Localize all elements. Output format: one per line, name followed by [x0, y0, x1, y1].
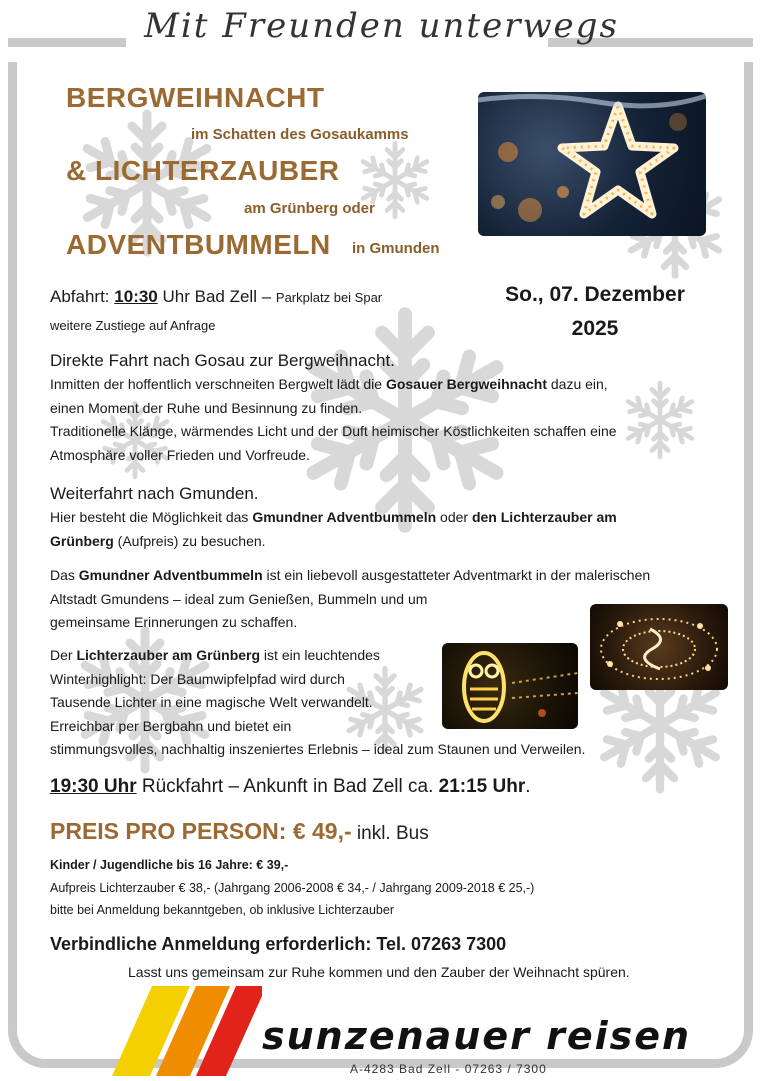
subtitle-gosaukamm: im Schatten des Gosaukamms [191, 126, 409, 143]
price-surcharge: Aufpreis Lichterzauber € 38,- (Jahrgang 2006-2008 € 34,- / Jahrgang 2009-2018 € 25,-) [50, 881, 535, 895]
section2-heading: Weiterfahrt nach Gmunden. [50, 484, 259, 503]
logo-address: A-4283 Bad Zell - 07263 / 7300 [350, 1062, 547, 1076]
subtitle-gruenberg: am Grünberg oder [244, 200, 375, 217]
departure-line: Abfahrt: 10:30 Uhr Bad Zell – Parkplatz bei Spar [50, 287, 383, 306]
price-note: bitte bei Anmeldung bekanntgeben, ob inklusive Lichterzauber [50, 903, 394, 917]
price-line: PREIS PRO PERSON: € 49,- inkl. Bus [50, 818, 429, 844]
section4-body: Der Lichterzauber am Grünberg ist ein leuchtendes Winterhighlight: Der Baumwipfelpfad wird durch Tausende Lichter in eine magische Welt verwandelt. Erreichbar per Bergbahn und bietet ein stimmungsvolles, nachhaltig inszeniertes Erlebnis – ideal zum Staunen und Verweilen. [50, 647, 586, 757]
section2-body: Hier besteht die Möglichkeit das Gmundner Adventbummeln oder den Lichterzauber am Grünberg (Aufpreis) zu besuchen. [50, 509, 617, 549]
registration-line: Verbindliche Anmeldung erforderlich: Tel. 07263 7300 [50, 934, 507, 954]
logo-wordmark: sunzenauer reisen [262, 1014, 692, 1058]
section1-body: Inmitten der hoffentlich verschneiten Bergwelt lädt die Gosauer Bergweihnacht dazu ein, einen Moment der Ruhe und Besinnung zu finden. Traditionelle Klänge, wärmendes Licht und der Duft heimischer Köstlichkeiten schaffen eine Atmosphäre voller Frieden und Vorfreude. [50, 376, 617, 463]
price-kids: Kinder / Jugendliche bis 16 Jahre: € 39,- [50, 858, 289, 872]
section3-body: Das Gmundner Adventbummeln ist ein liebevoll ausgestatteter Adventmarkt in der malerischen Altstadt Gmundens – ideal zum Genießen, Bummeln und um gemeinsame Erinnerungen zu schaffen. [50, 567, 651, 630]
slogan: Lasst uns gemeinsam zur Ruhe kommen und den Zauber der Weihnacht spüren. [128, 964, 630, 980]
subtitle-gmunden: in Gmunden [352, 240, 440, 257]
star-lights-photo [478, 92, 706, 236]
return-line: 19:30 Uhr Rückfahrt – Ankunft in Bad Zell ca. 21:15 Uhr. [50, 776, 531, 797]
event-date: So., 07. Dezember 2025 [505, 283, 685, 340]
departure-note: weitere Zustiege auf Anfrage [50, 318, 216, 333]
title-bergweihnacht: BERGWEIHNACHT [66, 82, 325, 113]
logo-stripes-icon [112, 986, 262, 1076]
section1-heading: Direkte Fahrt nach Gosau zur Bergweihnacht. [50, 351, 395, 370]
title-lichterzauber: & LICHTERZAUBER [66, 155, 340, 186]
title-adventbummeln: ADVENTBUMMELN [66, 229, 331, 260]
header-title: Mit Freunden unterwegs [144, 6, 619, 46]
